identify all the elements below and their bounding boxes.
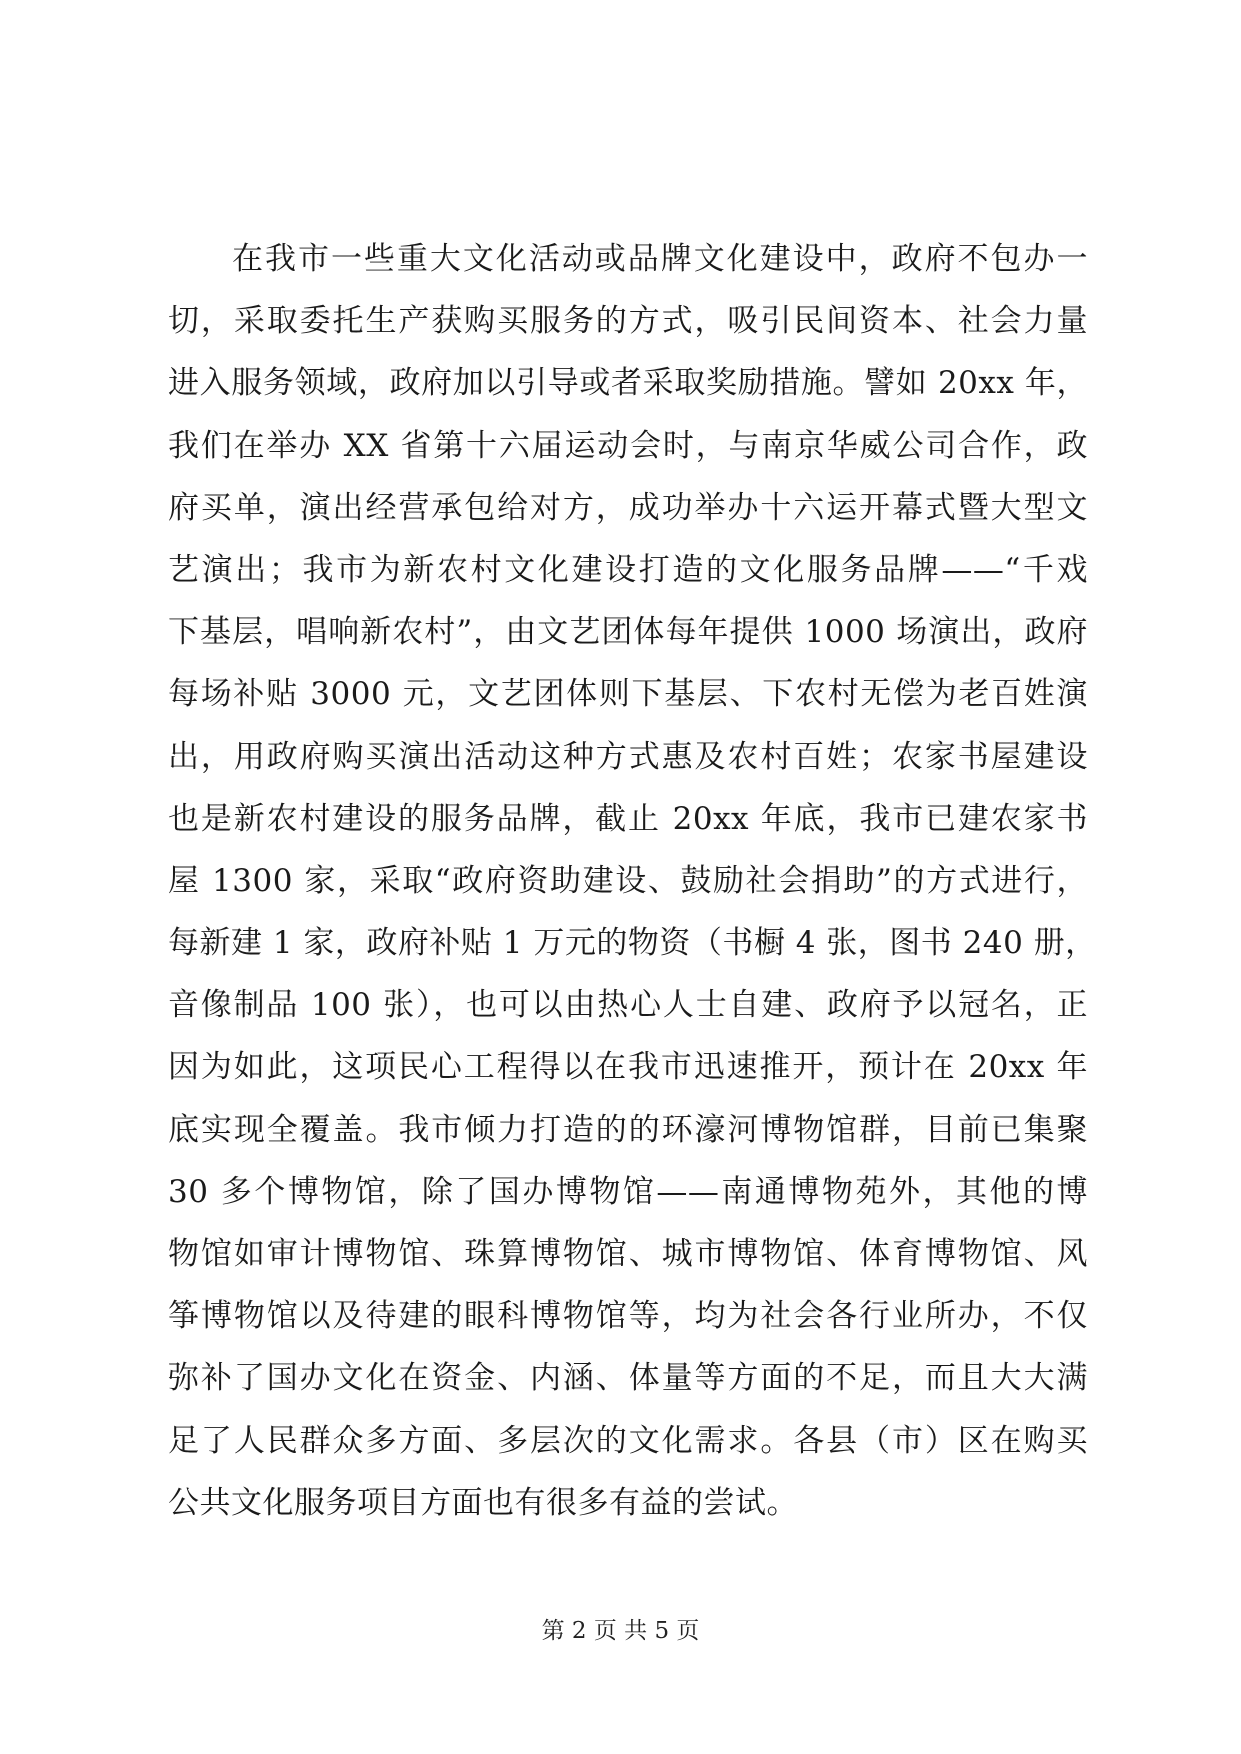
paragraph-line: 底实现全覆盖。我市倾力打造的的环濠河博物馆群，目前已集聚 [168, 1111, 1088, 1148]
paragraph-line: 每场补贴 3000 元，文艺团体则下基层、下农村无偿为老百姓演 [168, 676, 1088, 713]
paragraph-line: 在我市一些重大文化活动或品牌文化建设中，政府不包办一 [232, 241, 1088, 277]
paragraph-line: 切，采取委托生产获购买服务的方式，吸引民间资本、社会力量 [168, 303, 1088, 340]
paragraph-line: 音像制品 100 张），也可以由热心人士自建、政府予以冠名，正 [168, 987, 1088, 1024]
paragraph-line: 筝博物馆以及待建的眼科博物馆等，均为社会各行业所办，不仅 [168, 1298, 1088, 1335]
page-number-footer: 第 2 页 共 5 页 [541, 1618, 700, 1644]
paragraph-line: 艺演出；我市为新农村文化建设打造的文化服务品牌——“千戏 [168, 551, 1088, 588]
body-paragraph [168, 228, 1097, 1534]
paragraph-line: 足了人民群众多方面、多层次的文化需求。各县（市）区在购买 [168, 1422, 1088, 1459]
paragraph-line: 每新建 1 家，政府补贴 1 万元的物资（书橱 4 张，图书 240 册， [168, 925, 1097, 962]
paragraph-line: 出，用政府购买演出活动这种方式惠及农村百姓；农家书屋建设 [168, 738, 1088, 775]
paragraph-line: 30 多个博物馆，除了国办博物馆——南通博物苑外，其他的博 [168, 1173, 1088, 1210]
paragraph-line: 进入服务领域，政府加以引导或者采取奖励措施。譬如 20xx 年， [168, 365, 1088, 402]
paragraph-line: 因为如此，这项民心工程得以在我市迅速推开，预计在 20xx 年 [168, 1049, 1088, 1086]
paragraph-line: 弥补了国办文化在资金、内涵、体量等方面的不足，而且大大满 [168, 1360, 1088, 1397]
paragraph-line: 我们在举办 XX 省第十六届运动会时，与南京华威公司合作，政 [168, 427, 1088, 464]
paragraph-line: 公共文化服务项目方面也有很多有益的尝试。 [168, 1484, 798, 1521]
paragraph-line: 物馆如审计博物馆、珠算博物馆、城市博物馆、体育博物馆、风 [168, 1236, 1088, 1272]
paragraph-line: 屋 1300 家，采取“政府资助建设、鼓励社会捐助”的方式进行， [168, 862, 1088, 899]
paragraph-line: 也是新农村建设的服务品牌，截止 20xx 年底，我市已建农家书 [168, 800, 1088, 837]
paragraph-line: 下基层，唱响新农村”，由文艺团体每年提供 1000 场演出，政府 [168, 614, 1088, 651]
paragraph-line: 府买单，演出经营承包给对方，成功举办十六运开幕式暨大型文 [168, 489, 1088, 526]
